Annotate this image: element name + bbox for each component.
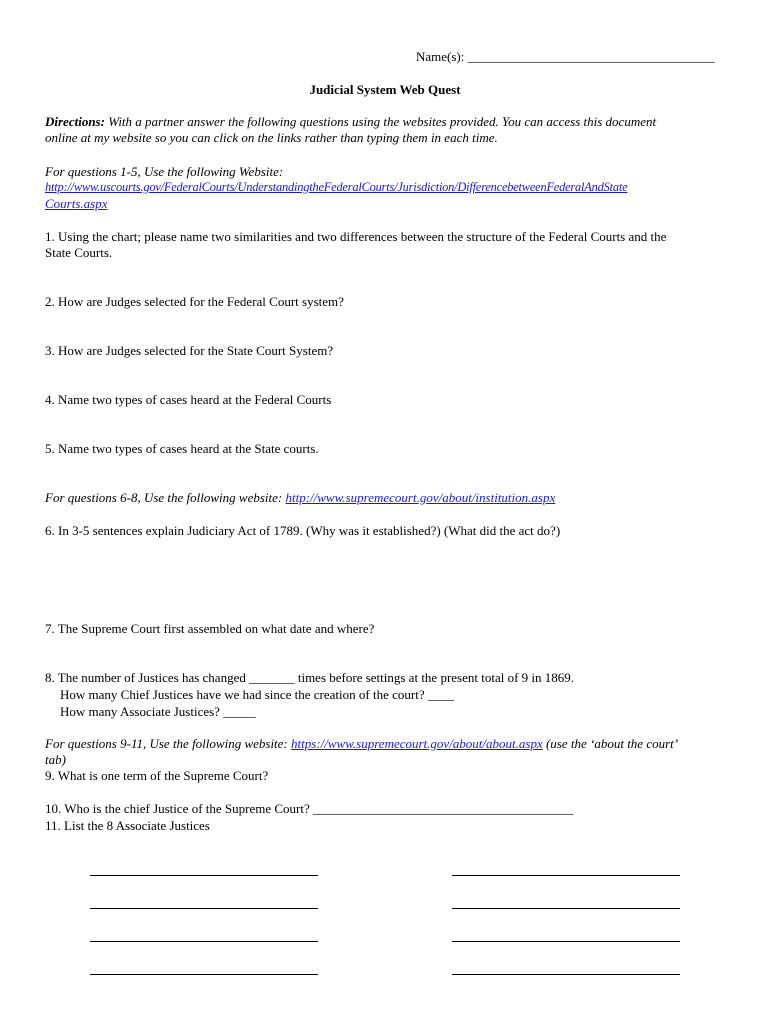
justice-answer-line[interactable]	[90, 941, 318, 942]
uscourts-link-part1[interactable]: http://www.uscourts.gov/FederalCourts/UnderstandingtheFederalCourts/Jurisdiction/DifferencebetweenFederalAndState	[45, 180, 628, 194]
question-4: 4. Name two types of cases heard at the Federal Courts	[45, 392, 332, 407]
directions-text-1: With a partner answer the following questions using the websites provided. You can access this document	[104, 114, 657, 129]
section1-intro: For questions 1-5, Use the following Website:	[45, 164, 284, 179]
justice-answer-line[interactable]	[452, 974, 680, 975]
name-field-label: Name(s): ______________________________________	[416, 49, 715, 64]
section3-intro-line	[45, 735, 678, 752]
section1-link-line-1[interactable]	[45, 179, 627, 196]
justice-answer-line[interactable]	[90, 974, 318, 975]
question-8-line-3: How many Associate Justices? _____	[60, 704, 256, 719]
question-5: 5. Name two types of cases heard at the State courts.	[45, 441, 319, 456]
section1-link-line-2[interactable]	[45, 195, 107, 212]
directions-line-2: online at my website so you can click on the links rather than typing them in each time.	[45, 130, 498, 145]
question-8-line-2: How many Chief Justices have we had since the creation of the court? ____	[60, 687, 454, 702]
justice-answer-line[interactable]	[452, 941, 680, 942]
question-6: 6. In 3-5 sentences explain Judiciary Act of 1789. (Why was it established?) (What did the act do?)	[45, 523, 561, 538]
question-11: 11. List the 8 Associate Justices	[45, 818, 210, 833]
directions-line-1	[45, 113, 656, 130]
section3-intro: For questions 9-11, Use the following website:	[45, 736, 292, 751]
question-8-line-1: 8. The number of Justices has changed _______ times before settings at the present total of 9 in 1869.	[45, 670, 575, 685]
section3-suffix: (use the ‘about the court’	[542, 736, 679, 751]
section3-intro-line-2: tab)	[45, 752, 66, 767]
supremecourt-institution-link[interactable]: http://www.supremecourt.gov/about/institution.aspx	[285, 490, 556, 505]
question-1-line-1: 1. Using the chart; please name two similarities and two differences between the structure of the Federal Courts and the	[45, 229, 667, 244]
question-10: 10. Who is the chief Justice of the Supreme Court? ________________________________________	[45, 801, 574, 816]
question-9: 9. What is one term of the Supreme Court?	[45, 768, 269, 783]
supremecourt-about-link[interactable]: https://www.supremecourt.gov/about/about.aspx	[291, 736, 543, 751]
uscourts-link-part2[interactable]: Courts.aspx	[45, 196, 108, 211]
justice-answer-line[interactable]	[452, 908, 680, 909]
justice-answer-line[interactable]	[452, 875, 680, 876]
justice-answer-line[interactable]	[90, 875, 318, 876]
section2-intro: For questions 6-8, Use the following website:	[45, 490, 286, 505]
section2-intro-line	[45, 489, 555, 506]
directions-label: Directions:	[45, 114, 105, 129]
justice-answer-line[interactable]	[90, 908, 318, 909]
question-2: 2. How are Judges selected for the Federal Court system?	[45, 294, 344, 309]
page-title: Judicial System Web Quest	[309, 82, 461, 97]
question-3: 3. How are Judges selected for the State Court System?	[45, 343, 334, 358]
question-7: 7. The Supreme Court first assembled on what date and where?	[45, 621, 375, 636]
question-1-line-2: State Courts.	[45, 245, 113, 260]
